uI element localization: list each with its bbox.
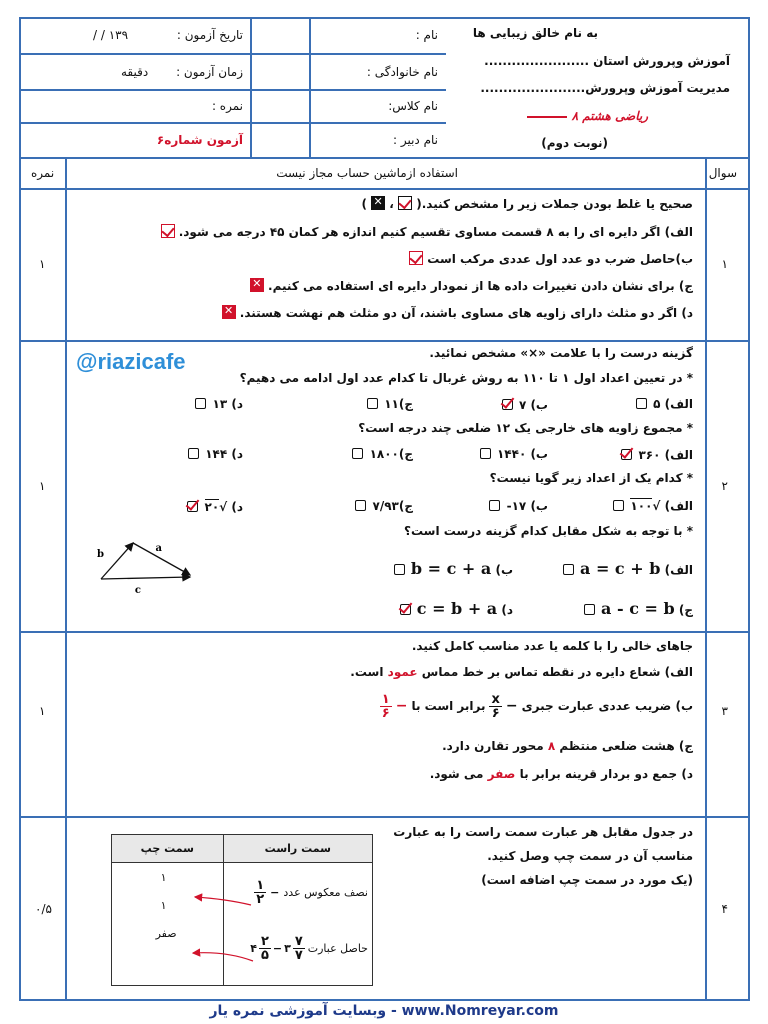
- header-row-line: [21, 89, 446, 91]
- header-row-line: [21, 53, 446, 55]
- checkbox[interactable]: [584, 604, 595, 615]
- q1-item-a: [161, 224, 693, 239]
- logo-text: @riazicafe: [76, 349, 186, 374]
- vector-equation: c = b + a: [416, 599, 498, 618]
- score-col-header: نمره: [31, 166, 55, 180]
- q2-sub3-opt-c: [353, 499, 413, 513]
- exam-number: آزمون شماره۶: [156, 133, 243, 147]
- checkbox[interactable]: [188, 448, 199, 459]
- q3-item-b: [380, 693, 693, 720]
- option-text: د): [501, 603, 513, 617]
- check-mark-icon: [161, 224, 175, 238]
- q2-prompt: گزینه درست را با علامت «×» مشخص نمائید.: [429, 346, 693, 360]
- q3-c-text: ج) هشت ضلعی منتظم: [559, 739, 693, 753]
- subject-text: ریاضی هشتم ۸: [571, 109, 648, 123]
- q1-number: ۱: [721, 257, 728, 271]
- table-head-line: [21, 188, 748, 190]
- checkbox[interactable]: [480, 448, 491, 459]
- cross-mark-icon: [222, 305, 236, 319]
- q3-a-text: الف) شعاع دایره در نقطه تماس بر خط مماس: [421, 665, 693, 679]
- option-text: الف): [664, 499, 693, 513]
- frac-num: ۱: [256, 877, 265, 893]
- option-text: ج)۱۱: [384, 397, 413, 411]
- row-separator: [21, 631, 748, 633]
- frac-den: ۷: [294, 947, 303, 963]
- col-question-line: [705, 157, 707, 999]
- frac-num: ۲: [260, 933, 269, 949]
- riazicafe-logo: [76, 349, 186, 375]
- q3-b-mid: برابر است با: [411, 699, 486, 714]
- vector-c: [101, 577, 190, 579]
- option-text: ب) ۱۴۴۰: [496, 447, 548, 461]
- duration-unit: دقیقه: [121, 65, 149, 79]
- q4-prompt-1: در جدول مقابل هر عبارت سمت راست را به عبارت: [393, 825, 693, 839]
- grade-label: نمره :: [211, 99, 243, 113]
- q2-sub1-opt-c: [365, 397, 413, 411]
- q2-sub4-opt-a: [561, 559, 693, 578]
- q3-score: ۱: [39, 704, 46, 718]
- checkbox[interactable]: [394, 564, 405, 575]
- left-item-2: ۱: [160, 899, 167, 912]
- checkbox[interactable]: [563, 564, 574, 575]
- arrow-1: [195, 897, 251, 905]
- right-item-1-text: نصف معکوس عدد: [283, 885, 368, 899]
- false-box-icon: [371, 196, 385, 210]
- session-label: (نوبت دوم): [541, 136, 608, 150]
- teacher-label: نام دبیر :: [392, 133, 438, 147]
- fraction-x-over-6: [489, 693, 501, 720]
- header-bottom-line: [21, 157, 748, 159]
- q3-number: ۳: [721, 704, 728, 718]
- checkbox[interactable]: [636, 398, 647, 409]
- q2-sub4-opt-c: [582, 599, 693, 618]
- q2-number: ۲: [721, 479, 728, 493]
- q3-item-d: [430, 767, 693, 781]
- q3-c-answer: ۸: [547, 739, 556, 753]
- class-label: نام کلاس:: [388, 99, 438, 113]
- q3-item-a: [350, 665, 693, 679]
- family-label: نام خانوادگی :: [366, 65, 438, 79]
- option-text: ب) ۷: [518, 398, 548, 412]
- arrow-2: [193, 953, 253, 961]
- whole-part: ۳: [284, 941, 291, 955]
- q3-item-c: [442, 739, 693, 753]
- q3-prompt: جاهای خالی را با کلمه یا عدد مناسب کامل کنید.: [411, 639, 693, 653]
- date-value: / / ۱۳۹: [93, 28, 129, 42]
- q2-sub1-opt-b: [500, 397, 548, 412]
- q2-sub4-opt-b: [392, 559, 513, 578]
- cross-mark-icon: [250, 278, 264, 292]
- left-item-1: ۱: [160, 871, 167, 884]
- col-left-header: سمت چپ: [112, 835, 224, 863]
- checkbox[interactable]: [195, 398, 206, 409]
- q2-sub3: * کدام یک از اعداد زیر گویا نیست؟: [489, 471, 693, 485]
- q3-c-end: محور تقارن دارد.: [442, 739, 544, 753]
- q1-prompt-text: صحیح یا غلط بودن جملات زیر را مشخص کنید.(: [416, 197, 693, 211]
- vector-c-label: c: [134, 585, 141, 596]
- district-line: مدیریت آموزش وپرورش.......................: [480, 81, 730, 95]
- minus-sign: −: [395, 698, 408, 715]
- true-box-icon: [398, 196, 412, 210]
- name-label: نام :: [415, 28, 438, 42]
- q1-a-text: الف) اگر دایره ای را به ۸ قسمت مساوی تقسیم کنیم اندازه هر کمان ۴۵ درجه می شود.: [178, 225, 693, 239]
- date-label: تاریخ آزمون :: [176, 28, 243, 42]
- q2-sub1: * در تعیین اعداد اول ۱ تا ۱۱۰ به روش غربال تا کدام عدد اول ادامه می دهیم؟: [239, 371, 693, 385]
- question-col-header: سوال: [708, 166, 737, 180]
- checkbox[interactable]: [367, 398, 378, 409]
- checkbox[interactable]: [355, 500, 366, 511]
- frac-num: x: [491, 692, 500, 707]
- left-item-3: صفر: [155, 927, 177, 940]
- header-divider-1: [309, 19, 311, 157]
- q1-score: ۱: [39, 257, 46, 271]
- check-mark-icon: [409, 251, 423, 265]
- header-divider-2: [250, 19, 252, 157]
- option-text: ج): [678, 603, 693, 617]
- option-text: ج)۷/۹۳: [372, 499, 413, 513]
- frac-num: ۱: [381, 692, 390, 707]
- vector-b: [101, 543, 133, 579]
- option-text: ب): [495, 563, 513, 577]
- vector-triangle-diagram: [96, 537, 196, 597]
- duration-label: زمان آزمون :: [176, 65, 243, 79]
- q1-prompt-close: ): [361, 197, 367, 211]
- frac-den: ۶: [491, 706, 500, 721]
- option-text: الف): [664, 563, 693, 577]
- q2-sub3-opt-b: [487, 499, 548, 513]
- whole-part: ۴: [250, 941, 257, 955]
- q2-sub2-opt-c: [350, 447, 413, 461]
- q1-c-text: ج) برای نشان دادن تغییرات داده ها از نمودار دایره ای استفاده می کنیم.: [268, 279, 693, 293]
- selected-mark-icon: [398, 602, 412, 616]
- answer-fraction: [380, 693, 392, 720]
- fraction-part: [293, 935, 305, 962]
- q4-prompt-3: (یک مورد در سمت چپ اضافه است): [481, 873, 693, 887]
- minus-sign: −: [270, 885, 280, 899]
- minus-sign: −: [505, 698, 518, 715]
- option-text: د): [231, 500, 243, 514]
- option-text: الف) ۳۶۰: [638, 448, 693, 462]
- frac-den: ۲: [256, 891, 265, 907]
- q4-number: ۴: [721, 902, 728, 916]
- frac-num: ۷: [294, 933, 303, 949]
- minus-sign: −: [272, 941, 283, 955]
- q2-sub3-opt-a: الف) √۱۰۰: [611, 499, 693, 513]
- q1-item-b: [409, 251, 693, 266]
- subject-title: [527, 109, 648, 123]
- q2-sub2-opt-d: [186, 447, 243, 461]
- frac-den: ۵: [260, 947, 269, 963]
- q2-sub2-opt-a: [619, 447, 693, 462]
- q2-sub1-opt-a: [634, 397, 693, 411]
- q3-b-text: ب) ضریب عددی عبارت جبری: [521, 699, 693, 714]
- q3-d-text: د) جمع دو بردار قرینه برابر با: [519, 767, 693, 781]
- checkbox[interactable]: [489, 500, 500, 511]
- q3-d-answer: صفر: [487, 767, 516, 781]
- q1-item-d: [222, 305, 693, 320]
- q2-sub4: * با توجه به شکل مقابل کدام گزینه درست است؟: [404, 524, 693, 538]
- option-text: د) ۱۳: [212, 397, 243, 411]
- col-right-header: سمت راست: [223, 835, 372, 863]
- q1-item-c: [250, 278, 693, 293]
- exam-sheet: [19, 17, 750, 1001]
- option-text: الف) ۵: [653, 397, 693, 411]
- radicand: ۲۰: [204, 500, 220, 514]
- selected-mark-icon: [185, 499, 199, 513]
- vector-equation: a = c + b: [580, 559, 661, 578]
- right-item-2-text: حاصل عبارت: [307, 941, 368, 955]
- checkbox[interactable]: [613, 500, 624, 511]
- province-line: آموزش وپرورش استان .......................: [484, 54, 730, 68]
- vector-equation: b = c + a: [410, 559, 492, 578]
- option-text: ب) ۱۷-: [506, 499, 548, 513]
- q2-sub2: * مجموع زاویه های خارجی یک ۱۲ ضلعی چند درجه است؟: [358, 421, 693, 435]
- row-separator: [21, 816, 748, 818]
- q2-sub4-opt-d: [398, 599, 513, 618]
- vector-a-label: a: [155, 543, 162, 554]
- q1-d-text: د) اگر دو مثلث دارای زاویه های مساوی باشند، آن دو مثلث هم نهشت هستند.: [239, 306, 693, 320]
- q1-prompt: صحیح یا غلط بودن جملات زیر را مشخص کنید.( ، ✕ ): [361, 196, 693, 211]
- q4-prompt-2: مناسب آن در سمت چپ وصل کنید.: [487, 849, 693, 863]
- school-title: به نام خالق زیبایی ها: [472, 26, 598, 40]
- selected-mark-icon: [500, 397, 514, 411]
- q3-a-answer: عمود: [387, 665, 418, 679]
- vector-equation: a - c = b: [601, 599, 675, 618]
- q2-sub2-opt-b: [478, 447, 548, 461]
- col-score-line: [65, 157, 67, 999]
- header-row-line: [21, 122, 446, 124]
- matching-arrows: [171, 889, 291, 979]
- selected-mark-icon: [619, 447, 633, 461]
- option-text: د) ۱۴۴: [205, 447, 243, 461]
- q2-sub3-opt-d: د) √۲۰: [185, 499, 243, 514]
- option-text: ج)۱۸۰۰: [369, 447, 413, 461]
- q4-score: ۰/۵: [35, 902, 52, 916]
- radicand: ۱۰۰: [630, 499, 653, 513]
- q3-a-end: است.: [350, 665, 384, 679]
- vector-b-label: b: [97, 549, 104, 560]
- checkbox[interactable]: [352, 448, 363, 459]
- q1-b-text: ب)حاصل ضرب دو عدد اول عددی مرکب است: [427, 252, 693, 266]
- subject-underline: [527, 116, 567, 118]
- q2-sub1-opt-d: [193, 397, 243, 411]
- frac-den: ۶: [381, 706, 390, 721]
- no-calculator-notice: استفاده ازماشین حساب مجاز نیست: [276, 166, 458, 180]
- q3-d-end: می شود.: [429, 767, 484, 781]
- q2-score: ۱: [39, 479, 46, 493]
- row-separator: [21, 340, 748, 342]
- footer-website: وبسایت آموزشی نمره یار - www.Nomreyar.com: [209, 1003, 559, 1019]
